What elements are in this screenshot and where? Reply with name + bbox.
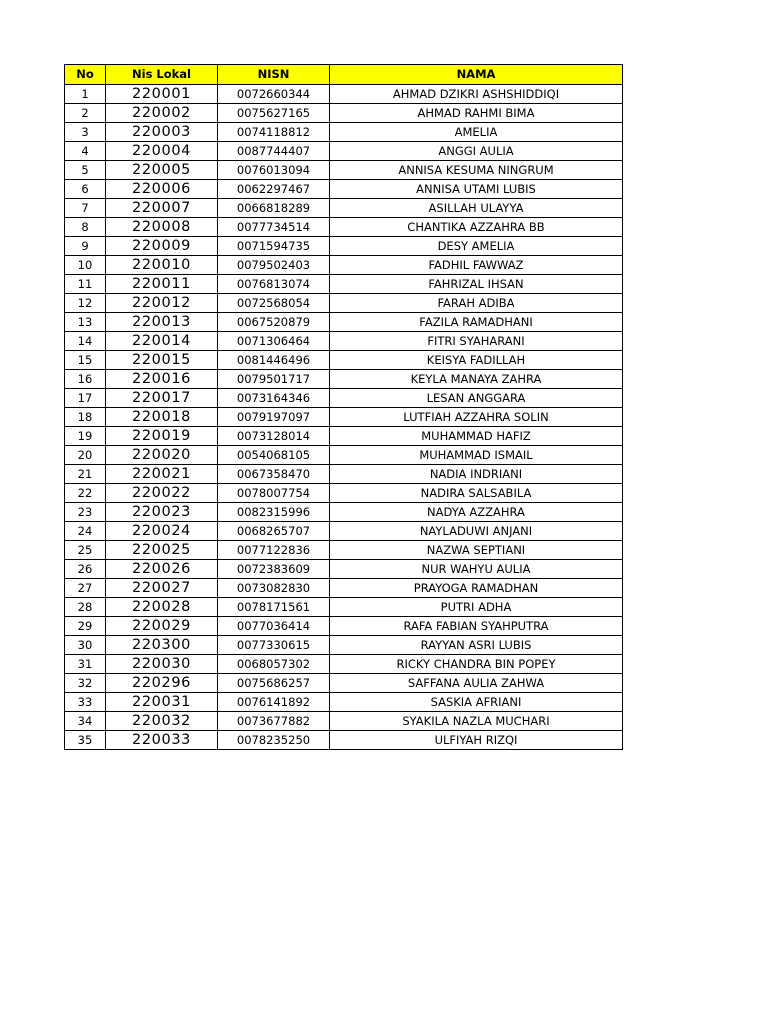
- student-roster-table: [64, 64, 623, 750]
- cell-nama: FARAH ADIBA: [330, 294, 623, 313]
- cell-nisn: 0068265707: [218, 522, 330, 541]
- cell-nis-lokal: 220028: [106, 598, 218, 617]
- cell-nama: CHANTIKA AZZAHRA BB: [330, 218, 623, 237]
- cell-nis-lokal: 220019: [106, 427, 218, 446]
- cell-nama: RAFA FABIAN SYAHPUTRA: [330, 617, 623, 636]
- table-row: [65, 541, 623, 560]
- cell-nisn: 0072660344: [218, 85, 330, 104]
- cell-nisn: 0073128014: [218, 427, 330, 446]
- cell-nis-lokal: 220016: [106, 370, 218, 389]
- cell-no: 34: [65, 712, 106, 731]
- table-row: [65, 712, 623, 731]
- cell-nis-lokal: 220020: [106, 446, 218, 465]
- table-row: [65, 617, 623, 636]
- cell-no: 16: [65, 370, 106, 389]
- table-row: [65, 104, 623, 123]
- cell-nis-lokal: 220027: [106, 579, 218, 598]
- cell-nisn: 0075686257: [218, 674, 330, 693]
- cell-no: 3: [65, 123, 106, 142]
- cell-no: 19: [65, 427, 106, 446]
- cell-nama: ANGGI AULIA: [330, 142, 623, 161]
- cell-no: 5: [65, 161, 106, 180]
- cell-nisn: 0082315996: [218, 503, 330, 522]
- cell-nis-lokal: 220006: [106, 180, 218, 199]
- column-header-nisn: NISN: [218, 65, 330, 85]
- cell-nama: DESY AMELIA: [330, 237, 623, 256]
- cell-nisn: 0068057302: [218, 655, 330, 674]
- cell-no: 25: [65, 541, 106, 560]
- table-row: [65, 332, 623, 351]
- cell-nisn: 0076813074: [218, 275, 330, 294]
- cell-nisn: 0078007754: [218, 484, 330, 503]
- cell-nis-lokal: 220005: [106, 161, 218, 180]
- cell-no: 6: [65, 180, 106, 199]
- cell-nisn: 0077036414: [218, 617, 330, 636]
- cell-nisn: 0077734514: [218, 218, 330, 237]
- cell-nisn: 0073677882: [218, 712, 330, 731]
- table-row: [65, 598, 623, 617]
- cell-nisn: 0079502403: [218, 256, 330, 275]
- cell-no: 12: [65, 294, 106, 313]
- cell-nama: AHMAD RAHMI BIMA: [330, 104, 623, 123]
- cell-no: 30: [65, 636, 106, 655]
- student-roster-sheet: [64, 64, 623, 750]
- roster-body: [65, 85, 623, 750]
- cell-nisn: 0077122836: [218, 541, 330, 560]
- column-header-no: No: [65, 65, 106, 85]
- table-row: [65, 142, 623, 161]
- cell-nis-lokal: 220018: [106, 408, 218, 427]
- cell-nama: PRAYOGA RAMADHAN: [330, 579, 623, 598]
- cell-nama: ANNISA KESUMA NINGRUM: [330, 161, 623, 180]
- cell-nama: LUTFIAH AZZAHRA SOLIN: [330, 408, 623, 427]
- cell-nama: NADIRA SALSABILA: [330, 484, 623, 503]
- cell-nisn: 0072383609: [218, 560, 330, 579]
- cell-no: 4: [65, 142, 106, 161]
- cell-nisn: 0076013094: [218, 161, 330, 180]
- cell-nis-lokal: 220023: [106, 503, 218, 522]
- table-row: [65, 693, 623, 712]
- cell-nis-lokal: 220003: [106, 123, 218, 142]
- cell-nama: ULFIYAH RIZQI: [330, 731, 623, 750]
- cell-no: 27: [65, 579, 106, 598]
- cell-nis-lokal: 220013: [106, 313, 218, 332]
- column-header-nama: NAMA: [330, 65, 623, 85]
- cell-no: 13: [65, 313, 106, 332]
- cell-nis-lokal: 220026: [106, 560, 218, 579]
- cell-nama: RAYYAN ASRI LUBIS: [330, 636, 623, 655]
- cell-nisn: 0079501717: [218, 370, 330, 389]
- table-row: [65, 351, 623, 370]
- cell-nama: SASKIA AFRIANI: [330, 693, 623, 712]
- cell-nama: NAZWA SEPTIANI: [330, 541, 623, 560]
- cell-nis-lokal: 220010: [106, 256, 218, 275]
- cell-nama: KEISYA FADILLAH: [330, 351, 623, 370]
- cell-nisn: 0073082830: [218, 579, 330, 598]
- cell-nis-lokal: 220017: [106, 389, 218, 408]
- cell-no: 10: [65, 256, 106, 275]
- cell-nama: AHMAD DZIKRI ASHSHIDDIQI: [330, 85, 623, 104]
- cell-no: 15: [65, 351, 106, 370]
- cell-nama: NADYA AZZAHRA: [330, 503, 623, 522]
- cell-nisn: 0067358470: [218, 465, 330, 484]
- cell-nis-lokal: 220022: [106, 484, 218, 503]
- cell-nama: FITRI SYAHARANI: [330, 332, 623, 351]
- cell-nama: KEYLA MANAYA ZAHRA: [330, 370, 623, 389]
- cell-nisn: 0078171561: [218, 598, 330, 617]
- cell-nis-lokal: 220033: [106, 731, 218, 750]
- cell-nis-lokal: 220001: [106, 85, 218, 104]
- table-row: [65, 427, 623, 446]
- cell-nisn: 0071306464: [218, 332, 330, 351]
- cell-no: 31: [65, 655, 106, 674]
- header-row: [65, 65, 623, 85]
- table-row: [65, 655, 623, 674]
- cell-nis-lokal: 220008: [106, 218, 218, 237]
- cell-nis-lokal: 220030: [106, 655, 218, 674]
- table-row: [65, 446, 623, 465]
- cell-nisn: 0062297467: [218, 180, 330, 199]
- cell-nis-lokal: 220024: [106, 522, 218, 541]
- cell-nisn: 0067520879: [218, 313, 330, 332]
- cell-nis-lokal: 220002: [106, 104, 218, 123]
- cell-nis-lokal: 220014: [106, 332, 218, 351]
- cell-nis-lokal: 220011: [106, 275, 218, 294]
- table-row: [65, 256, 623, 275]
- cell-no: 2: [65, 104, 106, 123]
- cell-no: 35: [65, 731, 106, 750]
- cell-nisn: 0079197097: [218, 408, 330, 427]
- cell-no: 1: [65, 85, 106, 104]
- cell-nisn: 0087744407: [218, 142, 330, 161]
- cell-no: 26: [65, 560, 106, 579]
- cell-no: 11: [65, 275, 106, 294]
- cell-nis-lokal: 220015: [106, 351, 218, 370]
- cell-no: 21: [65, 465, 106, 484]
- cell-no: 29: [65, 617, 106, 636]
- cell-nama: NADIA INDRIANI: [330, 465, 623, 484]
- cell-nis-lokal: 220004: [106, 142, 218, 161]
- cell-no: 7: [65, 199, 106, 218]
- cell-nisn: 0075627165: [218, 104, 330, 123]
- table-row: [65, 161, 623, 180]
- table-row: [65, 522, 623, 541]
- cell-no: 18: [65, 408, 106, 427]
- table-row: [65, 275, 623, 294]
- cell-no: 33: [65, 693, 106, 712]
- table-row: [65, 389, 623, 408]
- cell-nama: LESAN ANGGARA: [330, 389, 623, 408]
- cell-no: 8: [65, 218, 106, 237]
- table-row: [65, 237, 623, 256]
- table-row: [65, 370, 623, 389]
- cell-nama: MUHAMMAD ISMAIL: [330, 446, 623, 465]
- table-row: [65, 123, 623, 142]
- cell-nama: NUR WAHYU AULIA: [330, 560, 623, 579]
- column-header-nis-lokal: Nis Lokal: [106, 65, 218, 85]
- cell-no: 14: [65, 332, 106, 351]
- cell-nama: FAZILA RAMADHANI: [330, 313, 623, 332]
- cell-nisn: 0076141892: [218, 693, 330, 712]
- table-row: [65, 218, 623, 237]
- cell-nisn: 0072568054: [218, 294, 330, 313]
- cell-no: 20: [65, 446, 106, 465]
- table-row: [65, 560, 623, 579]
- table-row: [65, 294, 623, 313]
- cell-no: 22: [65, 484, 106, 503]
- cell-nis-lokal: 220007: [106, 199, 218, 218]
- cell-nis-lokal: 220296: [106, 674, 218, 693]
- cell-nisn: 0071594735: [218, 237, 330, 256]
- cell-nisn: 0081446496: [218, 351, 330, 370]
- cell-nis-lokal: 220025: [106, 541, 218, 560]
- table-row: [65, 731, 623, 750]
- cell-no: 28: [65, 598, 106, 617]
- cell-nis-lokal: 220009: [106, 237, 218, 256]
- table-row: [65, 579, 623, 598]
- cell-nisn: 0073164346: [218, 389, 330, 408]
- cell-nama: SYAKILA NAZLA MUCHARI: [330, 712, 623, 731]
- cell-nama: PUTRI ADHA: [330, 598, 623, 617]
- cell-nama: SAFFANA AULIA ZAHWA: [330, 674, 623, 693]
- table-row: [65, 484, 623, 503]
- table-row: [65, 503, 623, 522]
- table-row: [65, 465, 623, 484]
- cell-nisn: 0066818289: [218, 199, 330, 218]
- table-row: [65, 199, 623, 218]
- cell-nama: FADHIL FAWWAZ: [330, 256, 623, 275]
- cell-no: 17: [65, 389, 106, 408]
- cell-nama: FAHRIZAL IHSAN: [330, 275, 623, 294]
- table-row: [65, 313, 623, 332]
- cell-nama: ANNISA UTAMI LUBIS: [330, 180, 623, 199]
- table-row: [65, 636, 623, 655]
- cell-nis-lokal: 220021: [106, 465, 218, 484]
- table-row: [65, 408, 623, 427]
- cell-nama: ASILLAH ULAYYA: [330, 199, 623, 218]
- cell-nis-lokal: 220029: [106, 617, 218, 636]
- cell-no: 24: [65, 522, 106, 541]
- cell-nama: MUHAMMAD HAFIZ: [330, 427, 623, 446]
- cell-nis-lokal: 220031: [106, 693, 218, 712]
- cell-no: 23: [65, 503, 106, 522]
- cell-nis-lokal: 220012: [106, 294, 218, 313]
- cell-nama: RICKY CHANDRA BIN POPEY: [330, 655, 623, 674]
- table-row: [65, 180, 623, 199]
- cell-nis-lokal: 220032: [106, 712, 218, 731]
- table-row: [65, 85, 623, 104]
- cell-nisn: 0077330615: [218, 636, 330, 655]
- cell-nisn: 0078235250: [218, 731, 330, 750]
- cell-nisn: 0074118812: [218, 123, 330, 142]
- cell-nis-lokal: 220300: [106, 636, 218, 655]
- cell-nisn: 0054068105: [218, 446, 330, 465]
- cell-no: 9: [65, 237, 106, 256]
- cell-nama: NAYLADUWI ANJANI: [330, 522, 623, 541]
- table-row: [65, 674, 623, 693]
- cell-no: 32: [65, 674, 106, 693]
- cell-nama: AMELIA: [330, 123, 623, 142]
